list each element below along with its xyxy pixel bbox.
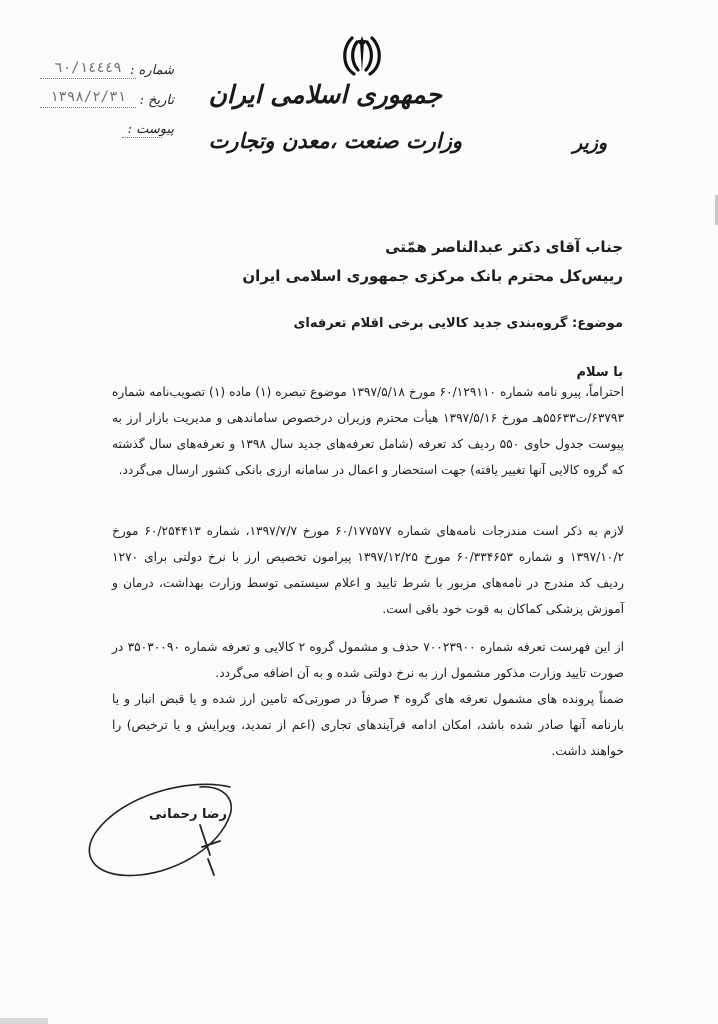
number-underline [40,78,136,79]
number-value: ٦٠/١٤٤٤٩ [54,60,122,76]
subject-line: موضوع: گروه‌بندی جدید کالایی برخی اقلام تعرفه‌ای [293,316,623,331]
iran-emblem-icon [338,32,386,80]
date-underline [40,107,136,108]
addressee-title: رییس‌کل محترم بانک مرکزی جمهوری اسلامی ایران [242,267,623,285]
date-value: ١٣٩٨/٢/٣١ [50,89,126,105]
attachment-underline [122,137,162,138]
signer-name: رضا رحمانی [149,807,227,822]
body-paragraph-4 [112,686,624,764]
attachment-label: پیوست : [127,122,174,137]
body-paragraph-1 [112,379,624,483]
country-title: جمهوری اسلامی ایران [208,80,442,109]
paragraph-text: لازم به ذکر است مندرجات نامه‌های شماره ۶۰/۱۷۷۵۷۷ مورخ ۱۳۹۷/۷/۷، شماره ۶۰/۲۵۴۴۱۳ مورخ ۱۳۹۷/۱۰/۲ و شماره ۶۰/۳۳۴۶۵۳ مورخ ۱۳۹۷/۱۲/۲۵ پیرامون تخصیص ارز با نرخ دولتی برای ۱۲۷۰ ردیف کد مندرج در نامه‌های مزبور با شرط تایید و اعلام سیستمی توسط وزارت بهداشت، درمان و آموزش پزشکی کماکان به قوت خود باقی است. [112,524,625,616]
handwritten-signature [80,775,270,885]
paragraph-text: از این فهرست تعرفه شماره ۷۰۰۲۳۹۰۰ حذف و مشمول گروه ۲ کالایی و تعرفه شماره ۳۵۰۳۰۰۹۰ در صورت تایید وزارت مذکور مشمول ارز به نرخ دولتی شده و به آن اضافه می‌گردد. [112,640,625,680]
scan-corner-mark [0,1018,48,1024]
minister-title: وزیر [572,132,608,154]
paragraph-text: ضمناً پرونده های مشمول تعرفه های گروه ۴ صرفاً در صورتی‌که تامین ارز شده و یا قبض انبار و یا بارنامه آنها صادر شده باشد، امکان ادامه فرآیندهای تجاری (اعم از تمدید، ویرایش و یا ترخیص) را خواهند داشت. [112,692,624,758]
date-label: تاریخ : [139,93,174,108]
paragraph-text: احتراماً، پیرو نامه شماره ۶۰/۱۲۹۱۱۰ مورخ ۱۳۹۷/۵/۱۸ موضوع تبصره (۱) ماده (۱) تصویب‌نامه شماره ۶۳۷۹۳/ت۵۵۶۳۳هـ مورخ ۱۳۹۷/۵/۱۶ هیأت محترم وزیران درخصوص ساماندهی و مدیریت بازار ارز به پیوست جدول حاوی ۵۵۰ ردیف کد تعرفه (شامل تعرفه‌های جدید سال ۱۳۹۸ و تعرفه‌های سال گذشته که گروه کالایی آنها تغییر یافته) جهت استحضار و اعمال در سامانه ارزی بانکی کشور ارسال می‌گردد. [112,385,625,477]
addressee-name: جناب آقای دکتر عبدالناصر همّتی [385,238,623,256]
ministry-title: وزارت صنعت ،معدن وتجارت [208,128,462,153]
number-label: شماره : [130,63,174,78]
body-paragraph-2 [112,518,624,622]
greeting: با سلام [576,365,623,380]
body-paragraph-3 [112,634,624,686]
